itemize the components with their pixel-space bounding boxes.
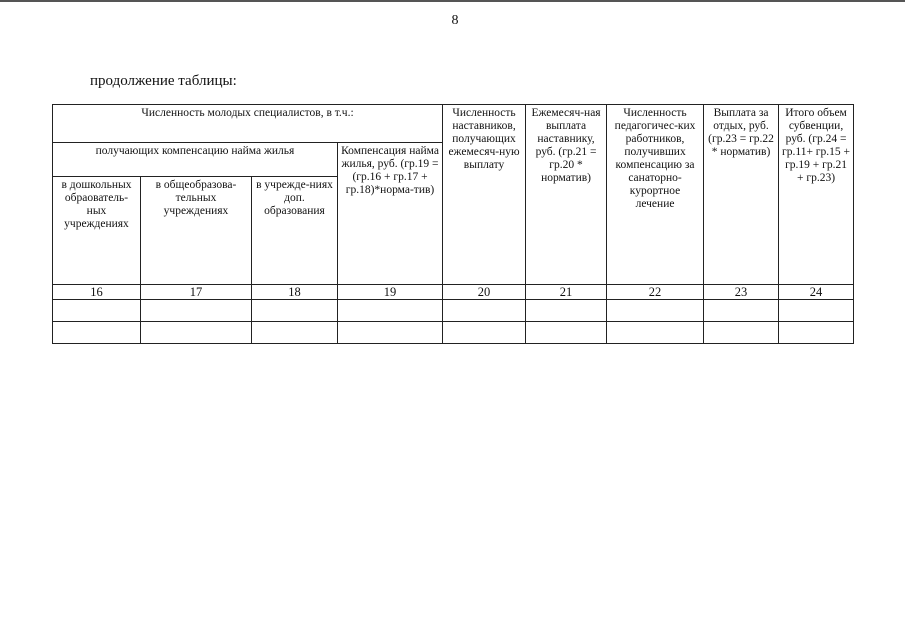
- table-cell: [141, 300, 252, 322]
- mentors-count-header: Численность наставников, получающих ежемесяч-ную выплату: [443, 105, 526, 285]
- table-cell: [338, 300, 443, 322]
- table-cell: [252, 322, 338, 344]
- top-border-line: [0, 0, 905, 2]
- table-cell: [443, 300, 526, 322]
- column-number: 18: [252, 285, 338, 300]
- table-cell: [526, 322, 607, 344]
- column-number: 21: [526, 285, 607, 300]
- table-row: [53, 300, 854, 322]
- table-cell: [53, 300, 141, 322]
- column-number: 19: [338, 285, 443, 300]
- table-cell: [526, 300, 607, 322]
- page-number: 8: [451, 13, 459, 28]
- rest-payment-header: Выплата за отдых, руб. (гр.23 = гр.22 * норматив): [704, 105, 779, 285]
- continuation-label: продолжение таблицы:: [90, 73, 237, 89]
- teachers-resort-header: Численность педагогичес-ких работников, получивших компенсацию за санаторно-курортное лечение: [607, 105, 704, 285]
- column-number: 20: [443, 285, 526, 300]
- table-cell: [779, 322, 854, 344]
- additional-education-column-header: в учрежде-ниях доп. образования: [252, 177, 338, 285]
- general-education-column-header: в общеобразова-тельных учреждениях: [141, 177, 252, 285]
- table-cell: [607, 322, 704, 344]
- table-cell: [141, 322, 252, 344]
- mentor-payment-header: Ежемесяч-ная выплата наставнику, руб. (гр.21 = гр.20 * норматив): [526, 105, 607, 285]
- table-row: [53, 322, 854, 344]
- table-cell: [443, 322, 526, 344]
- housing-compensation-calc-header: Компенсация найма жилья, руб. (гр.19 = (гр.16 + гр.17 + гр.18)*норма-тив): [338, 143, 443, 285]
- subvention-table: [52, 104, 854, 344]
- young-specialists-header: Численность молодых специалистов, в т.ч.:: [53, 105, 443, 143]
- table-cell: [779, 300, 854, 322]
- column-number: 16: [53, 285, 141, 300]
- table-cell: [607, 300, 704, 322]
- column-number: 23: [704, 285, 779, 300]
- column-number: 22: [607, 285, 704, 300]
- column-number: 24: [779, 285, 854, 300]
- column-number: 17: [141, 285, 252, 300]
- table-cell: [338, 322, 443, 344]
- housing-compensation-header: получающих компенсацию найма жилья: [53, 143, 338, 177]
- preschool-column-header: в дошкольных обраователь-ных учреждениях: [53, 177, 141, 285]
- table-cell: [704, 300, 779, 322]
- column-number-row: [53, 285, 854, 300]
- total-subvention-header: Итого объем субвенции, руб. (гр.24 = гр.11+ гр.15 + гр.19 + гр.21 + гр.23): [779, 105, 854, 285]
- table-cell: [53, 322, 141, 344]
- table-cell: [252, 300, 338, 322]
- table-cell: [704, 322, 779, 344]
